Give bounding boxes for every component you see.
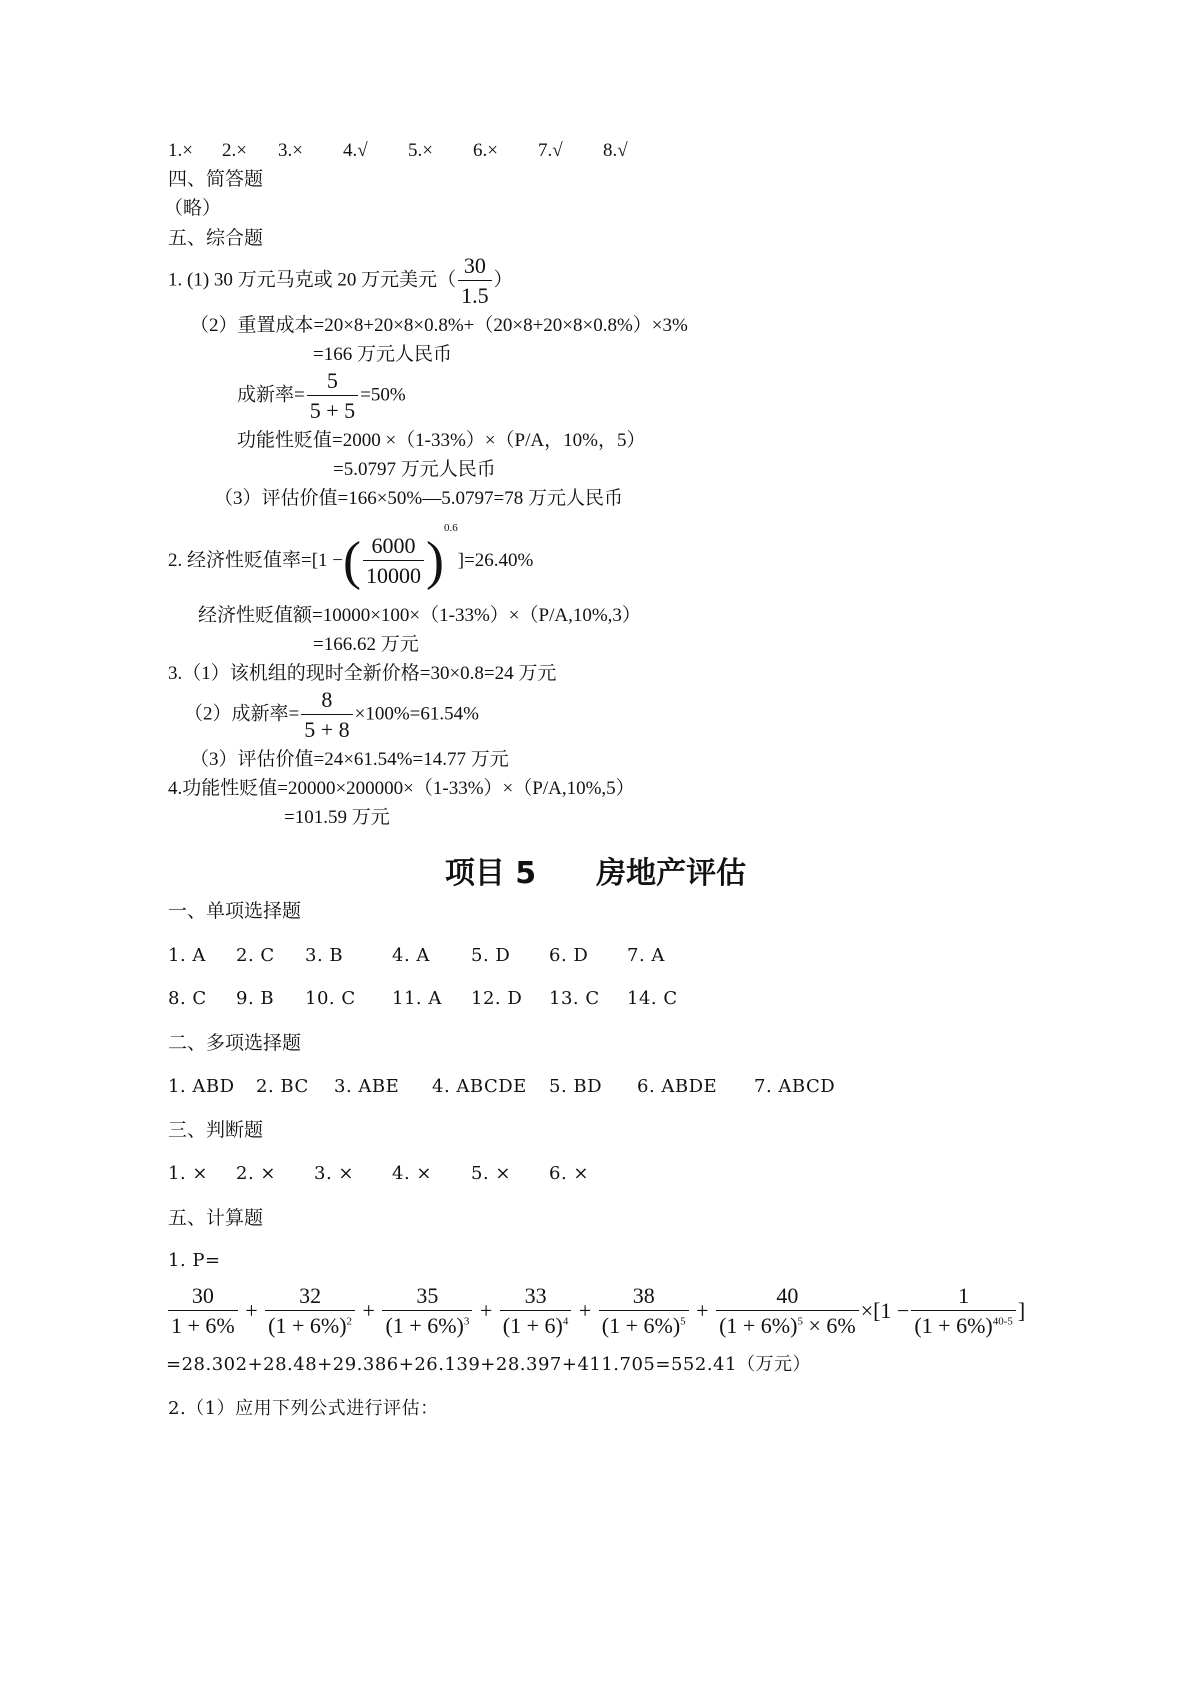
- answer: 2. C: [236, 945, 275, 966]
- answer: 14. C: [627, 988, 678, 1009]
- question-3-2: （2）成新率= $\frac{8}{5 + 8}$ ×100%=61.54%: [184, 687, 479, 742]
- answer: 3. ×: [314, 1163, 354, 1184]
- answer: 3. B: [305, 945, 344, 966]
- section-body: （略）: [164, 198, 222, 219]
- section-heading: 一、单项选择题: [168, 901, 302, 922]
- answer: 1.×: [168, 140, 193, 161]
- answer: 5. ×: [471, 1163, 511, 1184]
- answer: 3.×: [278, 140, 303, 161]
- fraction: $\frac{35}{(1 + 6\%)^3}$: [382, 1285, 472, 1337]
- question-2-intro: 2.（1）应用下列公式进行评估：: [168, 1398, 439, 1419]
- formula-label: 1. P=: [168, 1250, 221, 1271]
- answer: 5. BD: [549, 1076, 603, 1097]
- answer: 12. D: [471, 988, 523, 1009]
- title-right: 房地产评估: [596, 856, 747, 891]
- section-heading: 二、多项选择题: [168, 1033, 302, 1054]
- fraction: $\frac{1}{(1 + 6\%)^{40-5}}$: [911, 1285, 1016, 1337]
- answer: 1. ×: [168, 1163, 208, 1184]
- question-1-2-line2: =166 万元人民币: [313, 344, 452, 365]
- question-2-e-res: =166.62 万元: [313, 634, 419, 655]
- answer: 6. ABDE: [637, 1076, 718, 1097]
- question-1-3: （3）评估价值=166×50%—5.0797=78 万元人民币: [214, 488, 623, 509]
- answer: 5. D: [471, 945, 511, 966]
- question-1-2-gn: 功能性贬值=2000 ×（1-33%）×（P/A，10%，5）: [237, 430, 646, 451]
- answer: 1. A: [168, 945, 206, 966]
- answer: 3. ABE: [334, 1076, 400, 1097]
- answer: 7.√: [538, 140, 563, 161]
- answer: 9. B: [236, 988, 275, 1009]
- section-heading: 五、综合题: [168, 228, 264, 249]
- section-heading: 五、计算题: [168, 1208, 264, 1229]
- answer: 10. C: [305, 988, 356, 1009]
- answer: 7. ABCD: [754, 1076, 836, 1097]
- section-heading: 四、简答题: [168, 169, 264, 190]
- page-title: [0, 848, 1191, 892]
- fraction: $\frac{38}{(1 + 6\%)^5}$: [599, 1285, 689, 1337]
- question-4: 4.功能性贬值=20000×200000×（1-33%）×（P/A,10%,5）: [168, 778, 635, 799]
- question-3-3: （3）评估价值=24×61.54%=14.77 万元: [190, 749, 509, 770]
- question-1-2-cxl: 成新率= $\frac{5}{5 + 5}$ =50%: [237, 368, 406, 423]
- question-1-2-line1: （2）重置成本=20×8+20×8×0.8%+（20×8+20×8×0.8%）×3%: [190, 315, 688, 336]
- answer: 1. ABD: [168, 1076, 235, 1097]
- question-3-1: 3.（1）该机组的现时全新价格=30×0.8=24 万元: [168, 663, 557, 684]
- answer: 4. ABCDE: [432, 1076, 527, 1097]
- answer: 4. ×: [392, 1163, 432, 1184]
- section-heading: 三、判断题: [168, 1120, 264, 1141]
- question-2: 2. 经济性贬值率=[1 −( $\frac{6000}{10000}$ )$^{0.6}$]=26.40%: [168, 522, 534, 591]
- answer: 6. D: [549, 945, 589, 966]
- answer: 6. ×: [549, 1163, 589, 1184]
- fraction: $\frac{30}{1 + 6\%}$: [168, 1285, 238, 1337]
- answer: 8.√: [603, 140, 628, 161]
- fraction: $\frac{6000}{10000}$: [363, 535, 424, 587]
- answer: 11. A: [392, 988, 442, 1009]
- question-1-1: 1. (1) 30 万元马克或 20 万元美元（ $\frac{30}{1.5}$ ）: [168, 253, 513, 308]
- answer: 2.×: [222, 140, 247, 161]
- fraction: $\frac{5}{5 + 5}$: [307, 370, 358, 422]
- answer: 13. C: [549, 988, 600, 1009]
- answer: 2. ×: [236, 1163, 276, 1184]
- answer: 4.√: [343, 140, 368, 161]
- answer: 8. C: [168, 988, 207, 1009]
- fraction: $\frac{33}{(1 + 6)^4}$: [500, 1285, 572, 1337]
- answer: 6.×: [473, 140, 498, 161]
- answer: 2. BC: [256, 1076, 309, 1097]
- fraction: $\frac{30}{1.5}$: [458, 255, 492, 307]
- fraction: $\frac{40}{(1 + 6\%)^5 \times 6\%}$: [716, 1285, 859, 1337]
- result-line: =28.302+28.48+29.386+26.139+28.397+411.705=552.41（万元）: [166, 1354, 811, 1375]
- fraction: $\frac{8}{5 + 8}$: [301, 689, 352, 741]
- answer: 5.×: [408, 140, 433, 161]
- title-left: 项目 5: [444, 856, 537, 891]
- question-4-res: =101.59 万元: [284, 807, 390, 828]
- fraction: $\frac{32}{(1 + 6\%)^2}$: [265, 1285, 355, 1337]
- answer: 7. A: [627, 945, 665, 966]
- question-2-e: 经济性贬值额=10000×100×（1-33%）×（P/A,10%,3）: [198, 605, 641, 626]
- answer: 4. A: [392, 945, 430, 966]
- question-1-2-gn-res: =5.0797 万元人民币: [333, 459, 496, 480]
- pv-formula: $\frac{30}{1 + 6\%}$ + $\frac{32}{(1 + 6\%)^2}$ + $\frac{35}{(1 + 6\%)^3}$ + $\frac{33}{(1 + 6)^4}$ + $\frac{38}{(1 + 6\%)^5}$ + $\frac{40}{(1 + 6\%)^5 \times 6\%}$ ×[1 − $\frac{1}{(1 + 6\%)^{40-5}}$ ]: [166, 1285, 1025, 1337]
